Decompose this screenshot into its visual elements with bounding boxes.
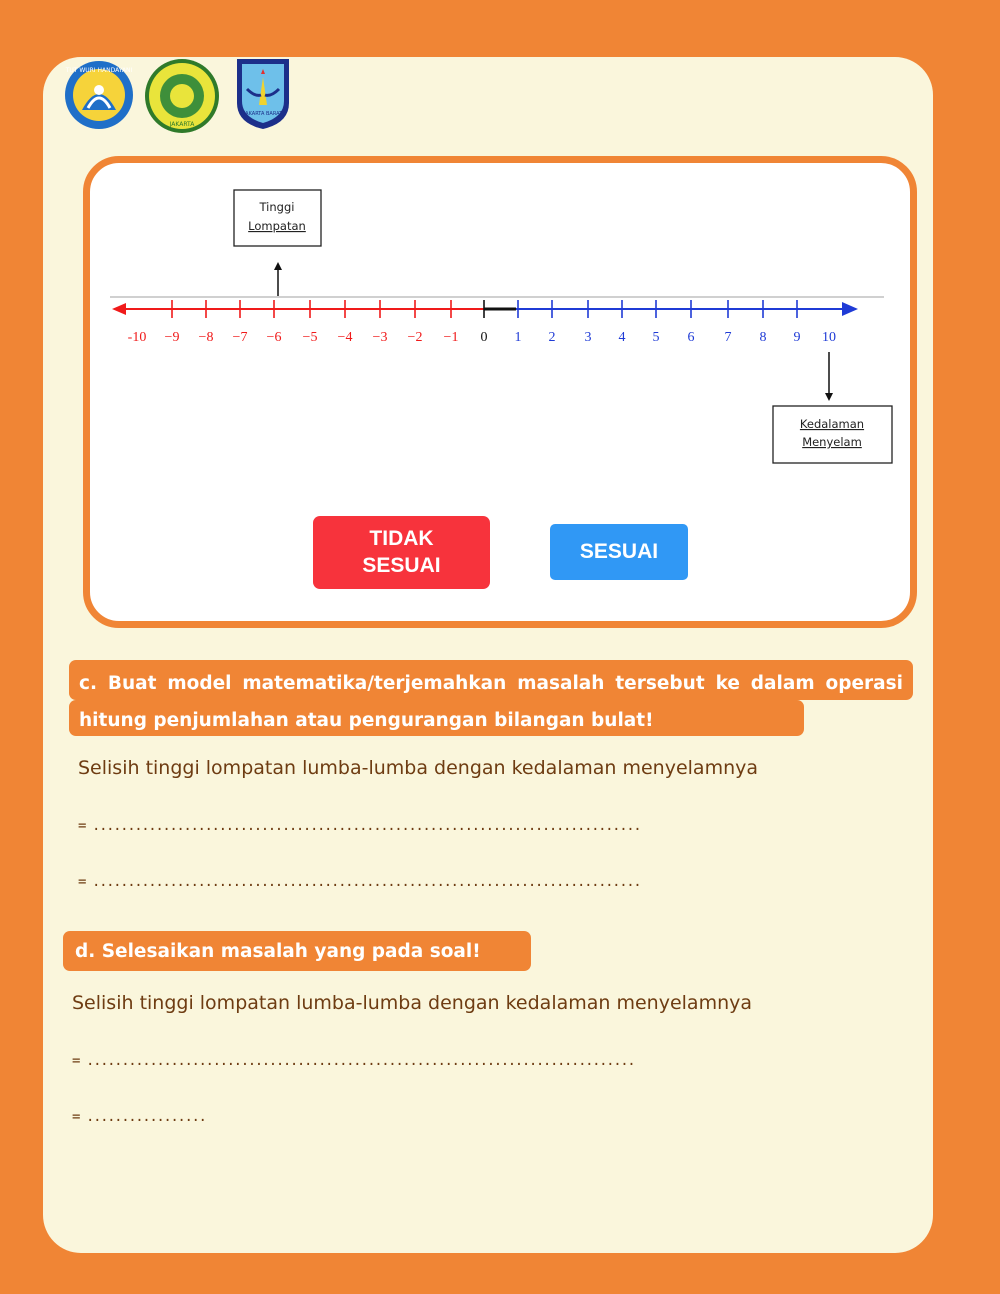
tick-label: -10 bbox=[127, 330, 147, 345]
tick-label: −7 bbox=[232, 330, 248, 345]
tick-label: 1 bbox=[514, 330, 522, 345]
jump-arrow-head bbox=[274, 262, 282, 270]
tick-label: 8 bbox=[759, 330, 767, 345]
section-c-answer-line-2[interactable]: = .............................................................................. bbox=[78, 874, 641, 890]
tick-label: 10 bbox=[822, 330, 836, 345]
tick-label: 4 bbox=[618, 330, 626, 345]
tick-label: −8 bbox=[198, 330, 214, 345]
tick-label: 5 bbox=[652, 330, 660, 345]
tick-label: −5 bbox=[302, 330, 318, 345]
section-d-heading bbox=[63, 931, 531, 971]
left-arrowhead bbox=[112, 303, 126, 315]
section-d-answer-line-2[interactable]: = ................. bbox=[72, 1109, 206, 1125]
dive-label-line2: Menyelam bbox=[802, 435, 862, 449]
tick-label: 7 bbox=[724, 330, 732, 345]
tidak-sesuai-label: TIDAK SESUAI bbox=[362, 527, 441, 577]
tick-label: 3 bbox=[584, 330, 592, 345]
logo-2-text: JAKARTA bbox=[169, 121, 195, 128]
tick-label: 6 bbox=[687, 330, 695, 345]
dive-arrow-head bbox=[825, 393, 833, 401]
tidak-sesuai-button[interactable] bbox=[313, 516, 490, 589]
jump-label-line1: Tinggi bbox=[259, 200, 295, 214]
section-c-answer-line-1[interactable]: = .............................................................................. bbox=[78, 818, 641, 834]
section-d-answer-line-1[interactable]: = .............................................................................. bbox=[72, 1053, 635, 1069]
tick-label: −9 bbox=[164, 330, 180, 345]
number-line-diagram bbox=[0, 0, 1000, 620]
section-c-heading: c. Buat model matematika/terjemahkan masalah tersebut ke dalam operasi hitung penjumlahan atau pengurangan bilangan bulat! bbox=[79, 673, 903, 731]
section-c-prompt: Selisih tinggi lompatan lumba-lumba dengan kedalaman menyelamnya bbox=[78, 757, 759, 779]
tick-label: −1 bbox=[443, 330, 459, 345]
tick-label: 0 bbox=[480, 330, 488, 345]
tick-label: −2 bbox=[407, 330, 423, 345]
section-d-heading-text: d. Selesaikan masalah yang pada soal! bbox=[75, 940, 481, 962]
sesuai-label: SESUAI bbox=[579, 539, 659, 563]
section-d-prompt: Selisih tinggi lompatan lumba-lumba dengan kedalaman menyelamnya bbox=[72, 992, 753, 1014]
sesuai-button[interactable] bbox=[550, 524, 688, 580]
right-arrowhead bbox=[842, 302, 858, 316]
tick-label: −4 bbox=[337, 330, 353, 345]
tick-label: 2 bbox=[548, 330, 556, 345]
jump-label-line2: Lompatan bbox=[248, 219, 306, 233]
jump-height-box bbox=[234, 190, 321, 246]
tick-label: −6 bbox=[266, 330, 282, 345]
tick-label: 9 bbox=[793, 330, 801, 345]
logo-1-text: TUT WURI HANDAYANI bbox=[65, 67, 133, 74]
dive-label-line1: Kedalaman bbox=[799, 417, 865, 431]
logo-3-text: JAKARTA BARAT bbox=[243, 111, 283, 117]
tick-label: −3 bbox=[372, 330, 388, 345]
tick-labels bbox=[128, 330, 836, 345]
